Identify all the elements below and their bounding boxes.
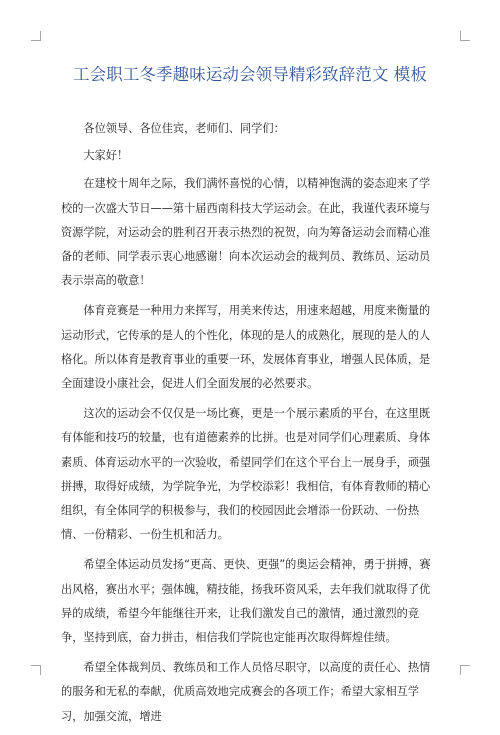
paragraph-1: 在建校十周年之际，我们满怀喜悦的心情，以精神饱满的姿态迎来了学校的一次盛大节日——第十届西南科技大学运动会。在此，我谨代表环境与资源学院，对运动会的胜利召开表示热烈的祝贺，向为筹备运动会而精心准备的老师、同学表示衷心地感谢！向本次运动会的裁判员、教练员、运动员表示崇高的敬意！	[61, 177, 431, 288]
greeting: 大家好！	[83, 149, 129, 163]
paragraph-2: 体育竞赛是一种用力来挥写，用美来传达，用速来超越，用度来衡量的运动形式，它传承的是人的个性化，体现的是人的成熟化，展现的是人的人格化。所以体育是教育事业的重要一环，发展体育事业，增强人民体质，是全面建设小康社会，促进人们全面发展的必然要求。	[61, 304, 431, 391]
salutation: 各位领导、各位佳宾，老师们、同学们：	[83, 122, 285, 135]
page-corner-mark-bottom-left	[31, 665, 41, 675]
document-body	[61, 117, 439, 735]
page-corner-mark-bottom-right	[460, 665, 470, 675]
paragraph-4: 希望全体运动员发扬“更高、更快、更强”的奥运会精神，勇于拼搏，赛出风格，赛出水平；强体魄，精技能，扬我环资风采，去年我们就取得了优异的成绩，希望今年能继往开来，让我们激发自己的激情，通过激烈的竞争，坚持到底，奋力拼击，相信我们学院也定能再次取得辉煌佳绩。	[61, 558, 431, 645]
paragraph-3: 这次的运动会不仅仅是一场比赛，更是一个展示素质的平台，在这里既有体能和技巧的较量，也有道德素养的比拼。也是对同学们心理素质、身体素质、体育运动水平的一次验收，希望同学们在这个平台上一展身手，顽强拼搏，取得好成绩，为学院争光，为学校添彩！我相信，有体育教师的精心组织，有全体同学的积极参与，我们的校园因此会增添一份跃动、一份热情、一份精彩、一份生机和活力。	[61, 407, 431, 542]
document-title: 工会职工冬季趣味运动会领导精彩致辞范文 模板	[73, 65, 427, 84]
page-corner-mark-top-left	[31, 31, 41, 41]
paragraph-5: 希望全体裁判员、教练员和工作人员恪尽职守，以高度的责任心、热情的服务和无私的奉献，优质高效地完成赛会的各项工作；希望大家相互学习，加强交流，增进	[61, 661, 431, 723]
page-corner-mark-top-right	[460, 31, 470, 41]
